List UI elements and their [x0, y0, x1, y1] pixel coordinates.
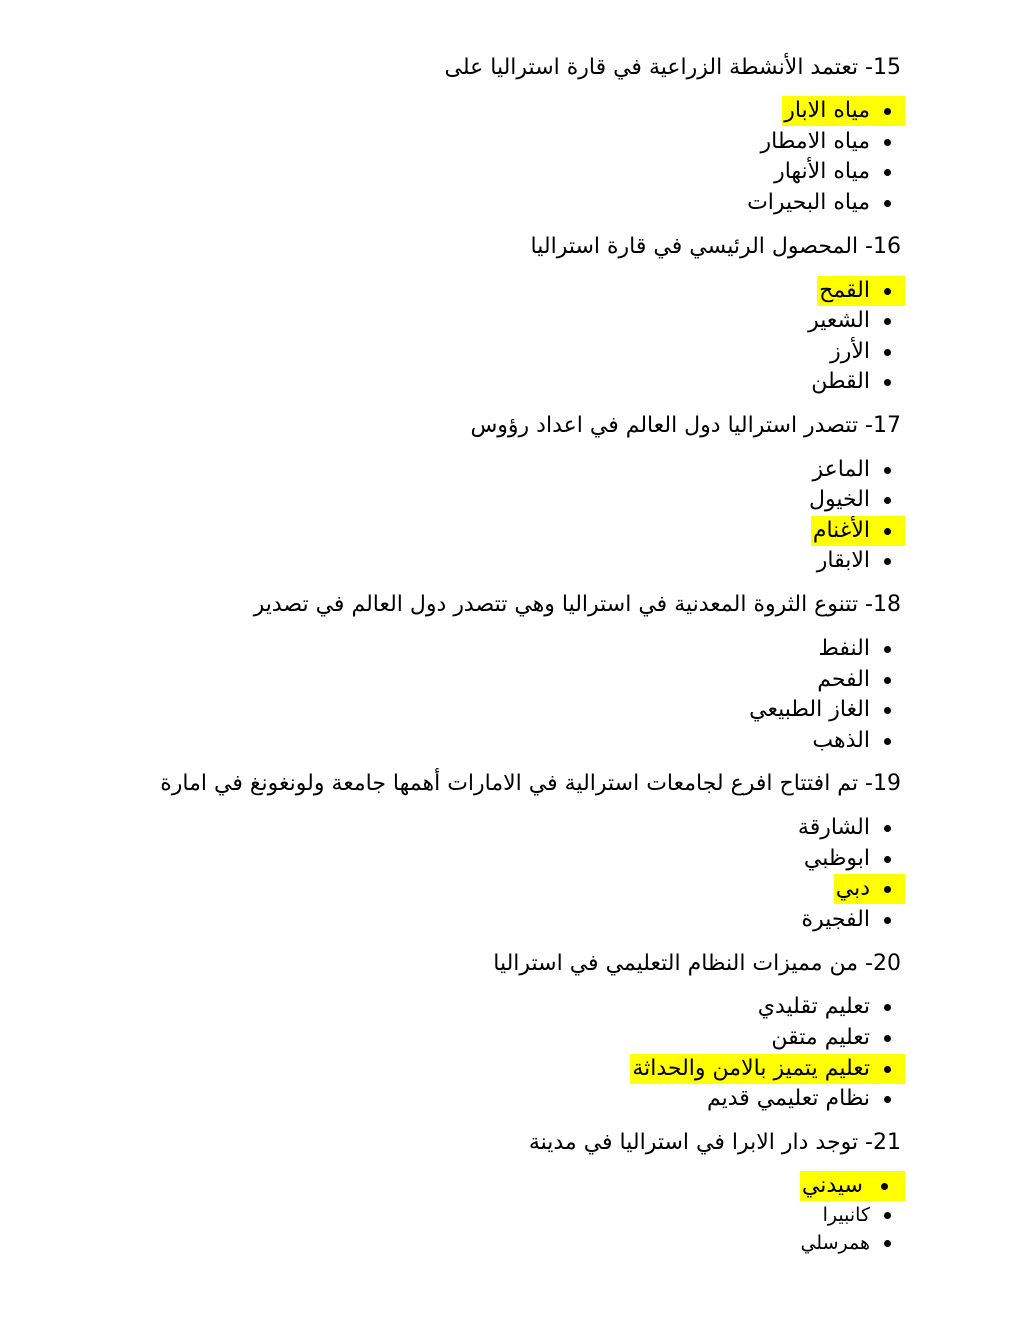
question-15: 15- تعتمد الأنشطة الزراعية في قارة استراليا على [444, 55, 901, 80]
bullet-dot-icon [870, 634, 905, 664]
bullet-dot-icon [870, 695, 905, 725]
bullet-dot-icon [870, 546, 905, 576]
bullet-dot-icon [870, 874, 905, 904]
bullet-dot-icon [870, 1023, 905, 1053]
bullet-dot-icon [870, 306, 905, 336]
bullet-dot-icon [870, 1230, 905, 1256]
answer-option: الغاز الطبيعي [749, 695, 870, 725]
answer-option: تعليم متقن [771, 1023, 870, 1053]
answer-option: مياه البحيرات [747, 188, 870, 218]
question-17: 17- تتصدر استراليا دول العالم في اعداد رؤوس [470, 413, 901, 438]
answer-option: نظام تعليمي قديم [707, 1084, 870, 1114]
bullet-dot-icon [870, 1054, 905, 1084]
answer-option: مياه الامطار [761, 127, 870, 157]
answer-option: الفحم [817, 665, 870, 695]
answer-option: الأغنام [811, 516, 870, 546]
bullet-dot-icon [870, 96, 905, 126]
answer-option: الابقار [817, 546, 870, 576]
answer-option: الذهب [812, 726, 870, 756]
bullet-dot-icon [870, 337, 905, 367]
bullet-dot-icon [870, 726, 905, 756]
bullet-dot-icon [870, 1084, 905, 1114]
answer-option: همرسلي [800, 1230, 870, 1256]
answer-option: الأرز [830, 337, 870, 367]
question-16: 16- المحصول الرئيسي في قارة استراليا [530, 234, 901, 259]
answer-option: تعليم يتميز بالامن والحداثة [630, 1054, 870, 1084]
bullet-dot-icon [870, 367, 905, 397]
bullet-dot-icon [870, 905, 905, 935]
answer-option: الفجيرة [802, 905, 870, 935]
answer-option: القطن [811, 367, 870, 397]
question-18: 18- تتنوع الثروة المعدنية في استراليا وهي تتصدر دول العالم في تصدير [253, 592, 901, 617]
bullet-dot-icon [870, 485, 905, 515]
answer-option: دبي [834, 874, 870, 904]
bullet-dot-icon [870, 665, 905, 695]
bullet-dot-icon [870, 1202, 905, 1228]
answer-option: النفط [819, 634, 870, 664]
bullet-dot-icon [870, 188, 905, 218]
bullet-dot-icon [870, 516, 905, 546]
bullet-dot-icon [863, 1171, 905, 1201]
answer-option: ابوظبي [804, 844, 870, 874]
answer-option: مياه الابار [782, 96, 870, 126]
answer-option: الخيول [809, 485, 870, 515]
answer-option: سيدني [800, 1171, 863, 1201]
answer-option: تعليم تقليدي [758, 992, 870, 1022]
bullet-dot-icon [870, 992, 905, 1022]
bullet-dot-icon [870, 127, 905, 157]
bullet-dot-icon [870, 276, 905, 306]
answer-option: الماعز [812, 455, 870, 485]
question-21: 21- توجد دار الابرا في استراليا في مدينة [528, 1130, 901, 1155]
question-19: 19- تم افتتاح افرع لجامعات استرالية في الامارات أهمها جامعة ولونغونغ في امارة [160, 771, 901, 796]
answer-option: القمح [817, 276, 870, 306]
answer-option: كانبيرا [823, 1202, 870, 1228]
answer-option: الشارقة [798, 813, 870, 843]
bullet-dot-icon [870, 813, 905, 843]
answer-option: الشعير [808, 306, 870, 336]
question-20: 20- من مميزات النظام التعليمي في استراليا [493, 951, 901, 976]
bullet-dot-icon [870, 844, 905, 874]
answer-option: مياه الأنهار [774, 157, 870, 187]
bullet-dot-icon [870, 455, 905, 485]
bullet-dot-icon [870, 157, 905, 187]
